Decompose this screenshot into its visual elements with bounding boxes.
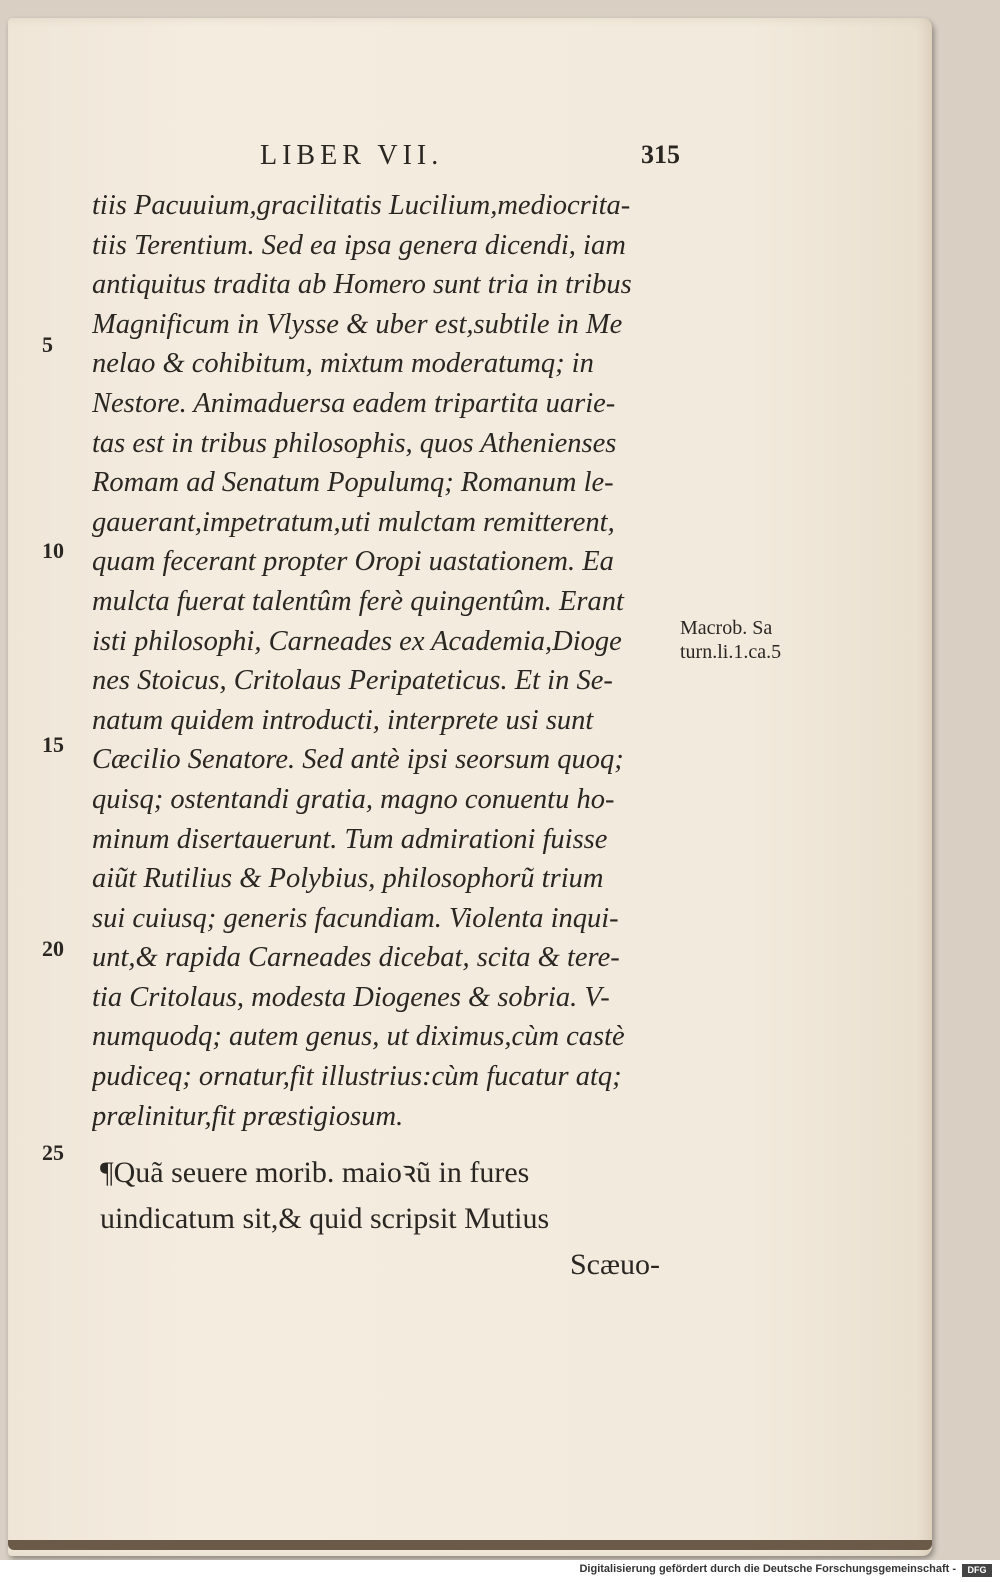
text-line: mulcta fuerat talentûm ferè quingentûm. Erant — [92, 585, 624, 617]
text-line: gauerant,impetratum,uti mulctam remitterent, — [92, 506, 615, 538]
text-line: nelao & cohibitum, mixtum moderatumq; in — [92, 348, 594, 380]
text-line: aiũt Rutilius & Polybius, philosophorũ trium — [92, 863, 604, 895]
text-line: tiis Terentium. Sed ea ipsa genera dicendi, iam — [92, 229, 626, 261]
line-number: 25 — [42, 1140, 64, 1165]
text-line: antiquitus tradita ab Homero sunt tria in tribus — [92, 269, 632, 301]
text-line: pudiceq; ornatur,fit illustrius:cùm fucatur atq; — [92, 1061, 622, 1093]
text-line: Nestore. Animaduersa eadem tripartita uarie- — [92, 387, 616, 419]
text-line: Cæcilio Senatore. Sed antè ipsi seorsum quoq; — [92, 744, 624, 776]
text-line: quam fecerant propter Oropi uastationem. Ea — [92, 546, 614, 578]
page-number: 315 — [641, 140, 680, 169]
text-line: tia Critolaus, modesta Diogenes & sobria. V- — [92, 981, 610, 1013]
catchword: Scæuo- — [570, 1248, 660, 1281]
heading-line: ¶Quã seuere morib. maioꝛũ in fures — [100, 1156, 530, 1189]
margin-note-line: turn.li.1.ca.5 — [680, 641, 782, 663]
heading-line: uindicatum sit,& quid scripsit Mutius — [100, 1202, 550, 1235]
text-line: tas est in tribus philosophis, quos Athenienses — [92, 427, 617, 459]
margin-note — [680, 616, 781, 664]
text-line: natum quidem introducti, interprete usi sunt — [92, 704, 594, 736]
text-line: nes Stoicus, Critolaus Peripateticus. Et in Se- — [92, 665, 613, 697]
text-line: prælinitur,fit præstigiosum. — [92, 1100, 404, 1132]
text-line: numquodq; autem genus, ut diximus,cùm castè — [92, 1021, 625, 1053]
text-line: minum disertauerunt. Tum admirationi fuisse — [92, 823, 608, 855]
line-number: 15 — [42, 732, 64, 757]
text-line: quisq; ostentandi gratia, magno conuentu ho- — [92, 783, 615, 815]
text-line: unt,& rapida Carneades dicebat, scita & tere- — [92, 942, 620, 974]
line-number: 10 — [42, 538, 64, 563]
text-line: Magnificum in Vlysse & uber est,subtile in Me — [92, 308, 623, 340]
page-edge — [8, 1540, 932, 1550]
line-number: 5 — [42, 332, 53, 357]
margin-note-line: Macrob. Sa — [680, 617, 773, 639]
text-line: Romam ad Senatum Populumq; Romanum le- — [92, 467, 614, 499]
section-heading — [100, 1150, 660, 1288]
dfg-logo-icon: DFG — [962, 1564, 992, 1577]
footer-bar — [0, 1560, 1000, 1582]
text-line: tiis Pacuuium,gracilitatis Lucilium,mediocrita- — [92, 190, 631, 221]
line-number: 20 — [42, 936, 64, 961]
running-header — [250, 140, 680, 180]
text-line: sui cuiusq; generis facundiam. Violenta inqui- — [92, 902, 619, 934]
text-line: isti philosophi, Carneades ex Academia,Dioge — [92, 625, 622, 657]
footer-credit: Digitalisierung gefördert durch die Deutsche Forschungsgemeinschaft - — [579, 1563, 956, 1575]
running-title: LIBER VII. — [260, 140, 444, 171]
body-text — [92, 186, 672, 1136]
